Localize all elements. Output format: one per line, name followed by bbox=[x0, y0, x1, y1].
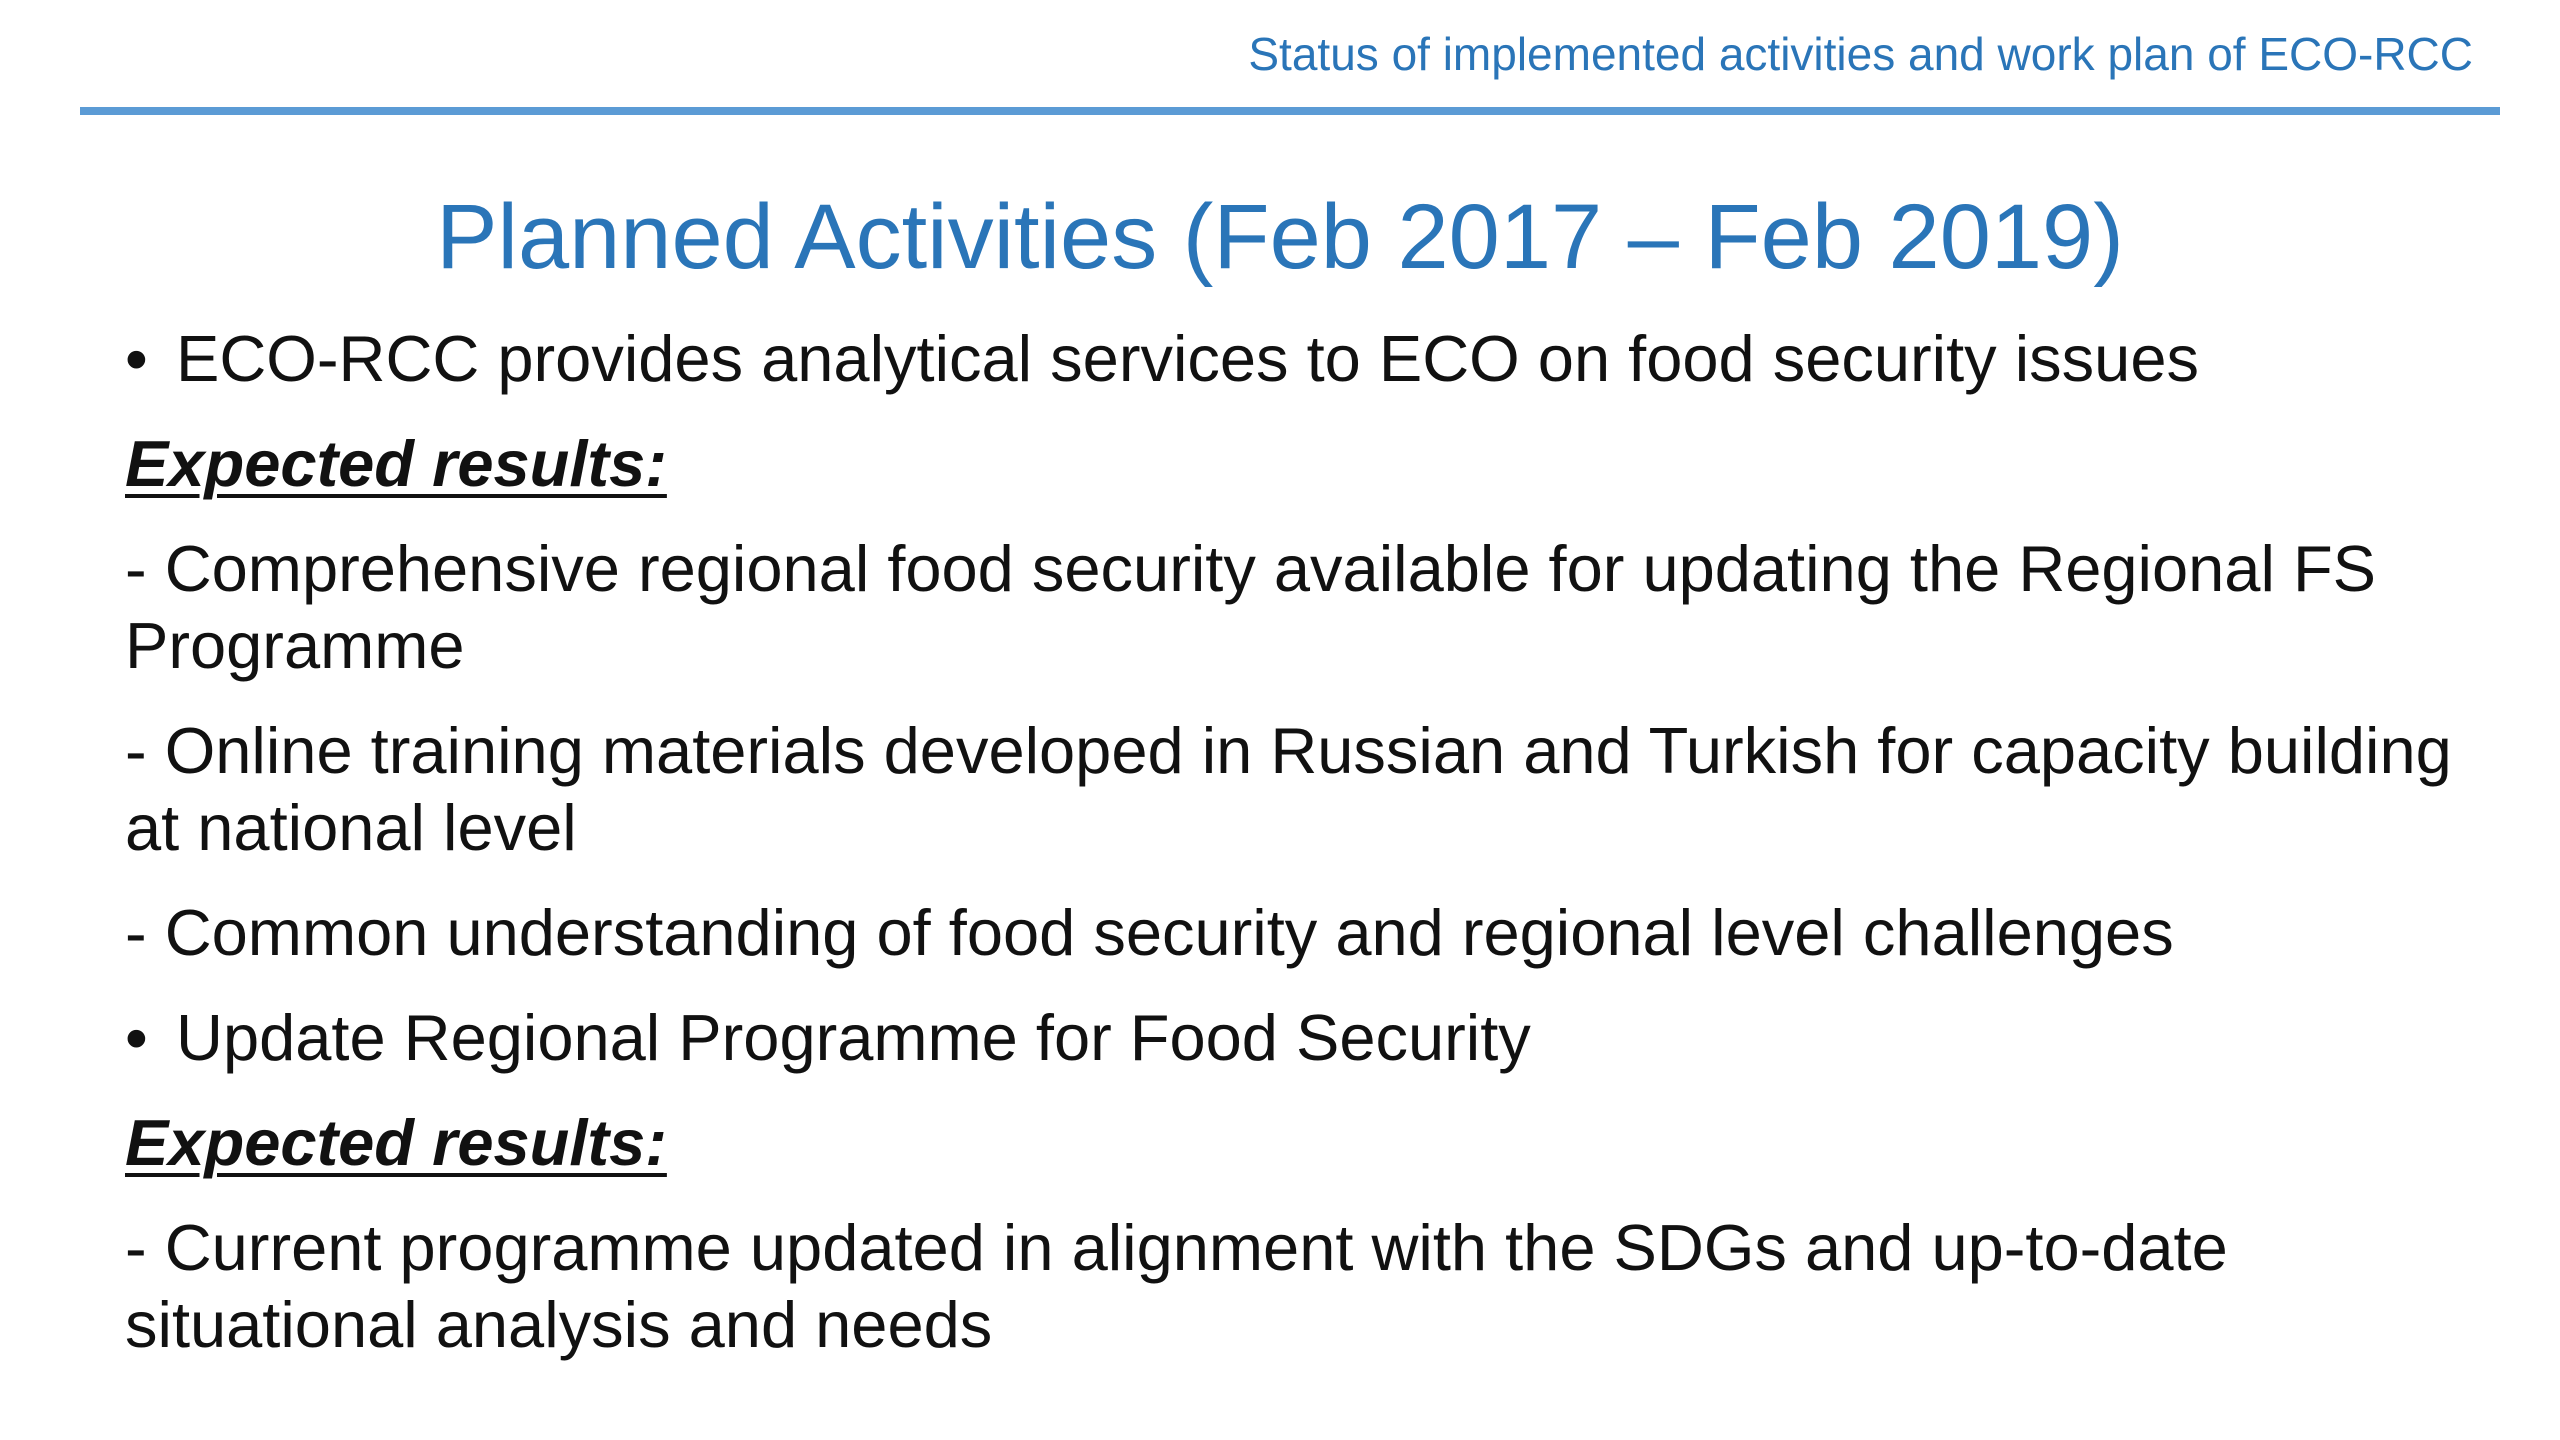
bullet-item bbox=[125, 320, 2485, 397]
header-text: Status of implemented activities and work plan of ECO-RCC bbox=[1248, 28, 2473, 80]
bullet-text: ECO-RCC provides analytical services to ECO on food security issues bbox=[176, 322, 2199, 395]
result-item: - Comprehensive regional food security available for updating the Regional FS Programme bbox=[125, 532, 2377, 682]
bullet-dot-icon: • bbox=[125, 322, 148, 395]
result-item: - Online training materials developed in Russian and Turkish for capacity building at national level bbox=[125, 714, 2452, 864]
expected-results-heading: Expected results: bbox=[125, 427, 667, 500]
bullet-item bbox=[125, 999, 2485, 1076]
header-divider bbox=[80, 107, 2500, 115]
slide-body bbox=[125, 320, 2485, 1391]
result-item: - Common understanding of food security and regional level challenges bbox=[125, 896, 2174, 969]
result-item: - Current programme updated in alignment with the SDGs and up-to-date situational analysis and needs bbox=[125, 1211, 2228, 1361]
bullet-dot-icon: • bbox=[125, 1001, 148, 1074]
slide-title: Planned Activities (Feb 2017 – Feb 2019) bbox=[436, 186, 2124, 288]
bullet-text: Update Regional Programme for Food Security bbox=[176, 1001, 1531, 1074]
expected-results-heading: Expected results: bbox=[125, 1106, 667, 1179]
